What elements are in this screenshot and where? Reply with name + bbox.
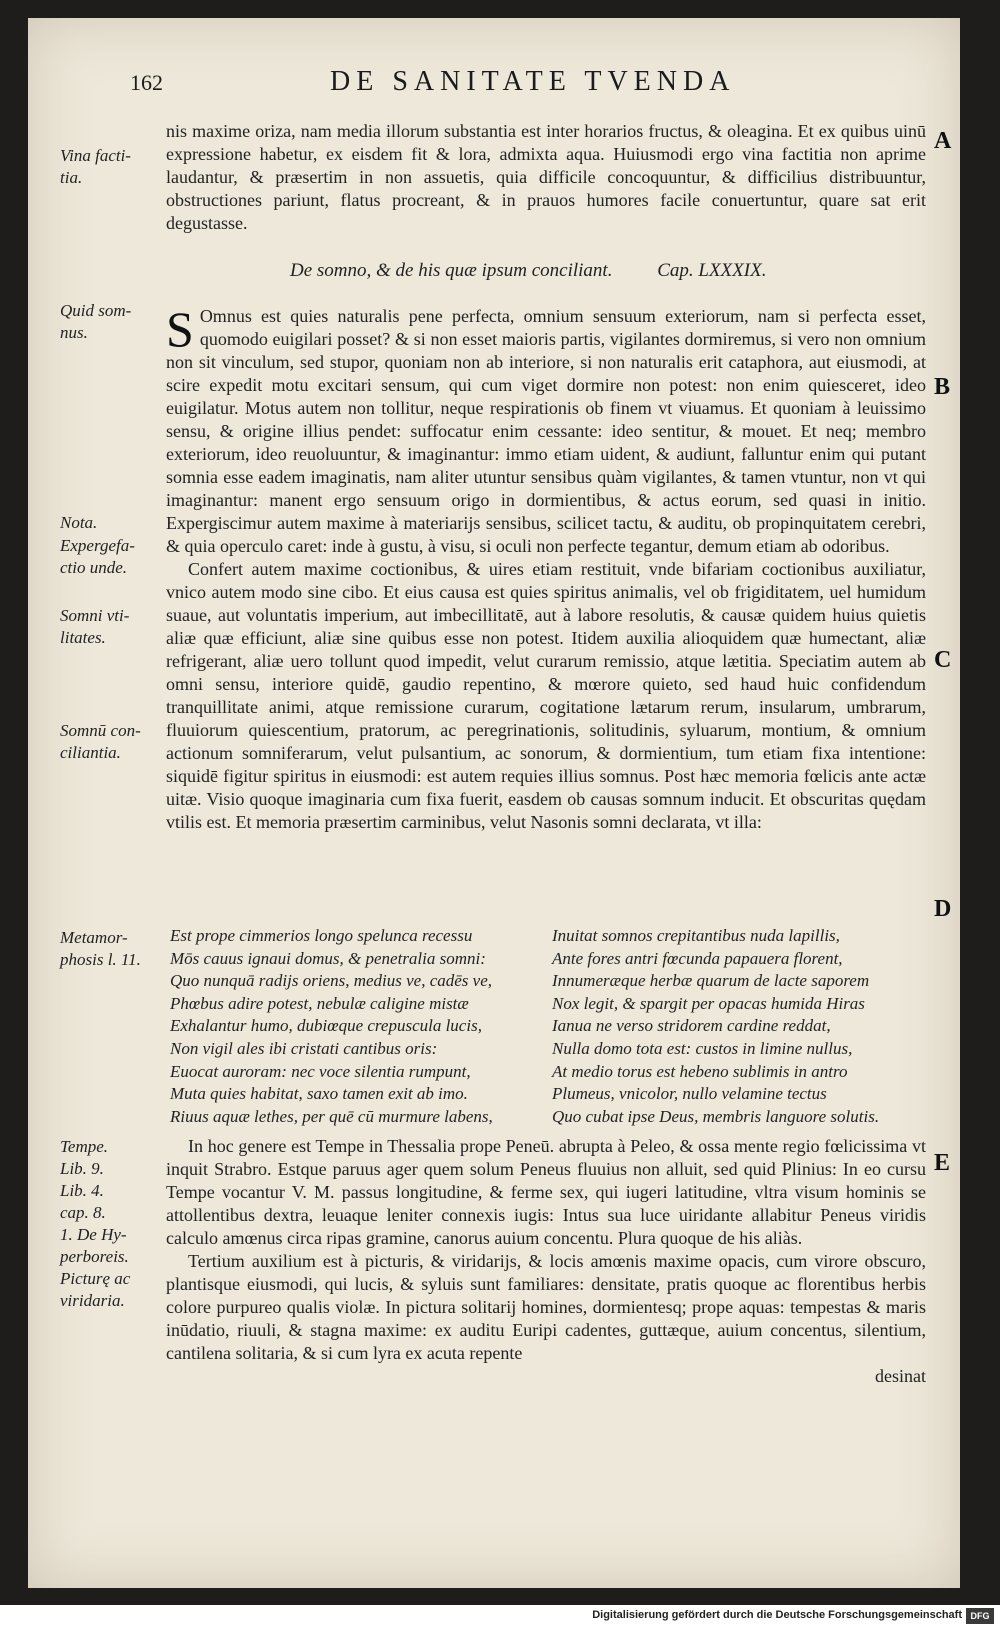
running-title: DE SANITATE TVENDA [330, 66, 736, 97]
poem-line: Plumeus, vnicolor, nullo velamine tectus [552, 1084, 827, 1104]
chapter-title: De somno, & de his quæ ipsum conciliant. [290, 260, 613, 281]
margin-note-expergefactio: Expergefa- ctio unde. [60, 536, 135, 577]
paragraph-utilities: Confert autem maxime coctionibus, & uires etiam restituit, vnde bifariam coctionibus auxiliatur, vnico autem modo sine cibo. Et eius causa est quies spiritus animalis, vel ob frigiditatem, uel humidum suaue, aut voluntatis imperium, aut imbecillitatē, aut à labore resolutis, & causæ quidem huius quietis aliæ quæ efficiunt, aliæ sine quibus esse non potest. Itidem auxilia alioquidem quæ humectant, aliæ refrigerant, aliæ uero tollunt quod impedit, velut curarum remissio, atque lætitia. Speciatim autem ab omni sensu, interiore quidē, gaudio repentino, & mœrore quieto, sed haud huic confidendum tranquillitate animi, atque remissione curarum, cogitatione lætarum rerum, insularum, umbrarum, fluuiorum quiescentium, pratorum, ac peregrinationis, solitudinis, syluarum, montium, & omnium actionum somniferarum, velut pulsantium, ac sonorum, & dormientium, tum etiam fixa intentione: siquidē figitur spiritus in eiusmodi: est autem requies illius somnus. Post hæc memoria fœlicis ante actæ uitæ. Visio quoque imaginaria cum fixa fuerit, easdem ob causas somnum inducit. Et obscuritas quędam vtilis est. Et memoria præsertim carminibus, velut Nasonis somni declarata, vt illa: [166, 559, 926, 832]
section-letter-d: D [934, 896, 952, 922]
section-letter-b: B [934, 374, 951, 400]
dfg-logo: DFG [966, 1608, 994, 1624]
margin-note-nota: Nota. [60, 513, 98, 532]
chapter-number: Cap. LXXXIX. [657, 260, 767, 281]
poem-column-right [552, 925, 932, 1128]
paragraph-definition: S Omnus est quies naturalis pene perfecta, omnium sensuum exteriorum, nam si perfecta esset, quomodo euigilari posset? & si non esset maioris partis, vigilantes dormiremus, si vero non omnium non sit vinculum, sed stupor, quoniam non ab interiore, si non naturalis erit cataphora, aut eiusmodi, at scire expedit motu excitari sensum, qui cum viget dormire non potest: non enim quiesceret, ideo euigilatur. Motus autem non tollitur, neque respirationis ob finem vt viuamus. Et quoniam à leuissimo sensu, & origine illius pendet: suffocatur enim cessante: ideo sentitur, & mouet. Et neq; membro exteriorum, ideo reuoluuntur, & imaginantur: immo etiam uident, & audiunt, falluntur enim qui putant somnia esse eadem imaginatis, nam aliter utuntur sensibus quàm vigilantes, & tamen vtuntur, non vt qui imaginantur: manent ergo sensuum origo in dormientibus, & actus eorum, sed quasi in initio. Expergiscimur autem maxime à materiarijs sensibus, scilicet tactu, & auditu, ob propinquitatem cerebri, & quia operculo caret: inde à gustu, à visu, si oculi non perfecte tegantur, demum etiam ab odoribus. [166, 301, 926, 556]
poem-line: Quo cubat ipse Deus, membris languore solutis. [552, 1106, 880, 1126]
poem-line: Nox legit, & spargit per opacas humida Hiras [552, 993, 865, 1013]
body-text-sleep [166, 301, 926, 834]
page-number: 162 [130, 70, 163, 95]
intro-paragraph: nis maxime oriza, nam media illorum substantia est inter horarios fructus, & oleagina. Et ex quibus uinū expressione habetur, ex eisdem fit & lora, admixta aqua. Huiusmodi ergo vina factitia non aprime laudantur, & præsertim in non assuetis, quia difficile concoquuntur, & difficilius distribuuntur, obstructiones pariunt, flatus procreant, & in prauos humores facile conuertuntur, quare sat erit degustasse. [166, 121, 926, 233]
paragraph-tempe: In hoc genere est Tempe in Thessalia prope Peneū. abrupta à Peleo, & ossa mente regio fœlicissima vt inquit Strabro. Estque paruus ager quem solum Peneus fluuius non alluit, sed quid Plinius: In eo cursu Tempe vocantur V. M. passus longitudine, & ferme sex, qui iugeri latitudine, vltra visum hominis se attollentibus dextra, leuaque leniter connexis iugis: Intus sua luce uiridante allabitur Peneus viridis calculo amœnus circa ripas gramine, canorus auium concentu. Plura quoque de his aliàs. [166, 1136, 926, 1248]
margin-note-tempe: Tempe. Lib. 9. Lib. 4. cap. 8. 1. De Hy- perboreis. Picturę ac viridaria. [60, 1137, 131, 1310]
poem-line: Ianua ne verso stridorem cardine reddat, [552, 1016, 831, 1036]
paragraph-pictures: Tertium auxilium est à picturis, & viridarijs, & locis amœnis maxime opacis, cum virore obscuro, plantisque eiusmodi, qui lucis, & syluis sunt familiares: densitate, pratis quoque ac florentibus herbis colore purpureo qualis violæ. In pictura solitarij homines, dormientesq; prope aquas: tempestas & maris inūdatio, riuuli, & stagna maxime: ex auditu Euripi cadentes, guttæque, auium concentus, silentium, cantilena solitaria, & si cum lyra ex acuta repente [166, 1251, 926, 1363]
poem-line: Riuus aquæ lethes, per quē cū murmure labens, [170, 1106, 493, 1126]
poem-line: Phœbus adire potest, nebulæ caligine mistæ [170, 993, 469, 1013]
body-text-tempe [166, 1135, 926, 1388]
margin-note-somnum-conciliantia: Somnū con- ciliantia. [60, 721, 141, 762]
section-letter-a: A [934, 128, 952, 154]
poem-line: Mōs cauus ignaui domus, & penetralia somni: [170, 948, 486, 968]
poem-line: Nulla domo tota est: custos in limine nullus, [552, 1038, 853, 1058]
poem-line: Euocat auroram: nec voce silentia rumpunt, [170, 1061, 471, 1081]
poem-line: Innumeræque herbæ quarum de lacte saporem [552, 971, 870, 991]
margin-note-metamorphosis: Metamor- phosis l. 11. [60, 928, 141, 969]
poem-column-left [170, 925, 540, 1128]
poem-line: Est prope cimmerios longo spelunca recessu [170, 926, 473, 945]
poem-line: At medio torus est hebeno sublimis in antro [552, 1061, 848, 1081]
section-letter-e: E [934, 1150, 951, 1176]
poem-line: Exhalantur humo, dubiœque crepuscula lucis, [170, 1016, 482, 1036]
digitization-credit: Digitalisierung gefördert durch die Deutsche Forschungsgemeinschaft [592, 1609, 962, 1621]
margin-note-quid-somnus: Quid som- nus. [60, 301, 132, 342]
poem-line: Ante fores antri fœcunda papauera florent, [552, 948, 843, 968]
poem-line: Quo nunquā radijs oriens, medius ve, cadēs ve, [170, 971, 493, 991]
catchword: desinat [875, 1366, 926, 1386]
poem-line: Muta quies habitat, saxo tamen exit ab imo. [170, 1084, 468, 1104]
chapter-heading [290, 260, 766, 282]
margin-note-vina-facticia: Vina facti- tia. [60, 146, 131, 187]
drop-cap: S [166, 301, 194, 357]
footer-bar [0, 1605, 1000, 1628]
section-letter-c: C [934, 647, 952, 673]
margin-note-somni-utilitates: Somni vti- litates. [60, 606, 130, 647]
poem-line: Inuitat somnos crepitantibus nuda lapillis, [552, 926, 840, 945]
poem-line: Non vigil ales ibi cristati cantibus oris: [170, 1038, 438, 1058]
